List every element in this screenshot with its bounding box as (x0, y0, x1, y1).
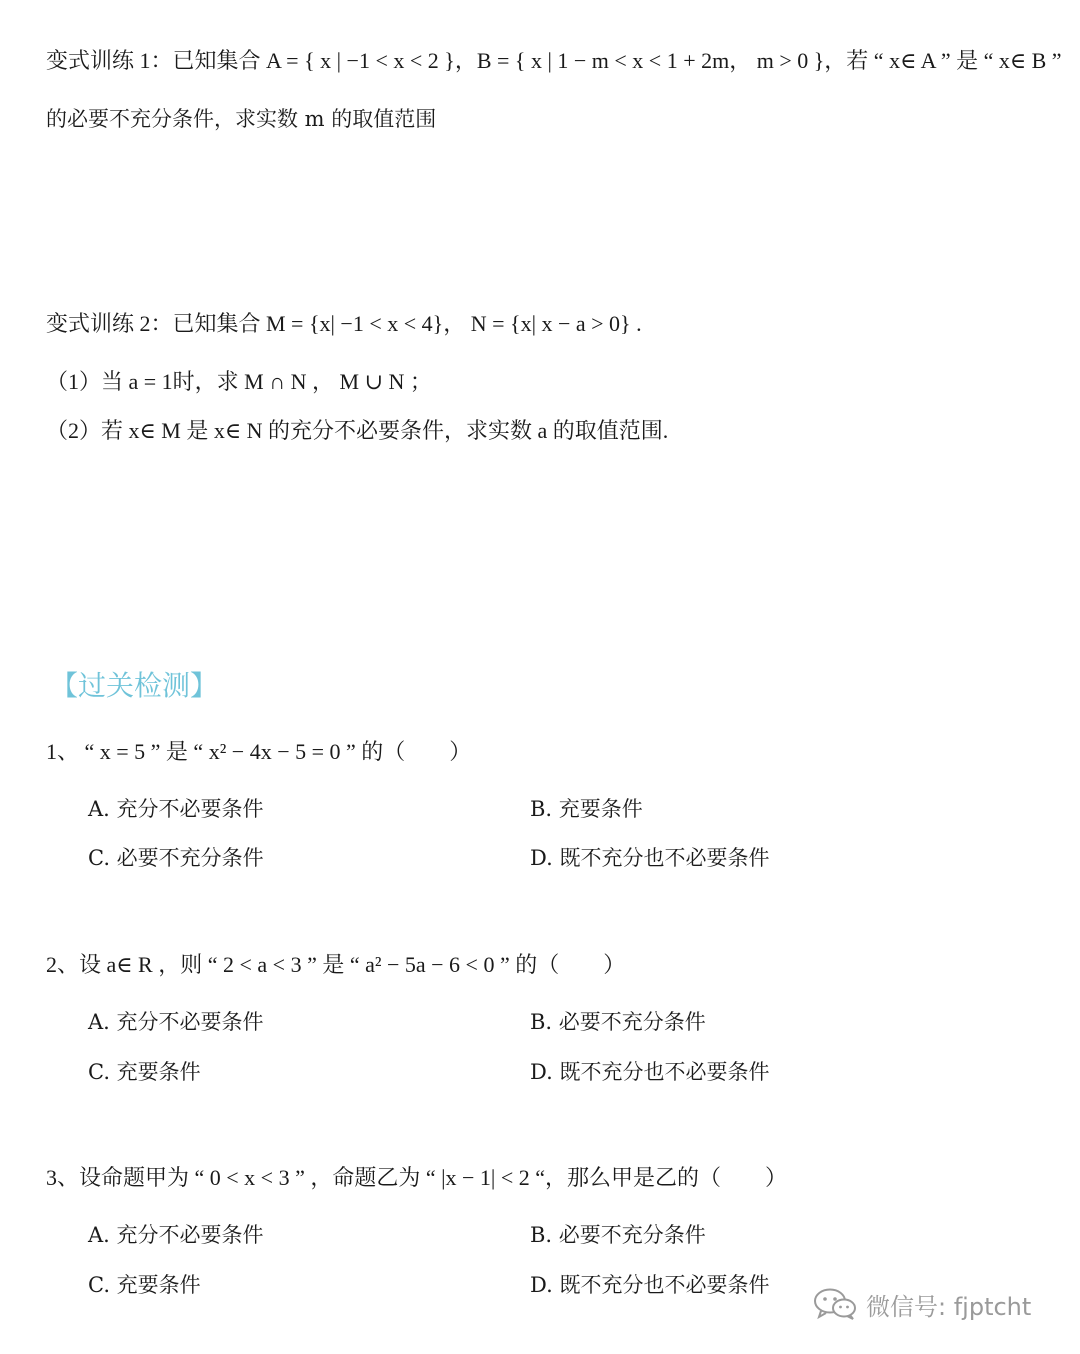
question-3-option-c: C. 充要条件 (88, 1273, 201, 1297)
question-2-stem: 2、设 a∈ R ，则 “ 2 < a < 3 ” 是 “ a² − 5a − 6 < 0 ” 的（ ） (46, 952, 626, 977)
question-1-stem: 1、 “ x = 5 ” 是 “ x² − 4x − 5 = 0 ” 的（ ） (46, 739, 472, 764)
question-1-option-a: A. 充分不必要条件 (88, 797, 264, 821)
wechat-icon (812, 1287, 858, 1321)
question-1-option-b: B. 充要条件 (530, 797, 643, 821)
question-2-option-c: C. 充要条件 (88, 1060, 201, 1084)
variant1-line1: 变式训练 1：已知集合 A = { x | −1 < x < 2 }，B = { x | 1 − m < x < 1 + 2m， m > 0 }，若 “ x∈ A ” 是 “ x∈ B ” (46, 48, 1062, 73)
question-1-option-c: C. 必要不充分条件 (88, 846, 264, 870)
question-3-option-d: D. 既不充分也不必要条件 (530, 1273, 770, 1297)
section-title: 【过关检测】 (50, 669, 219, 702)
wechat-watermark (812, 1284, 1052, 1324)
question-2-option-d: D. 既不充分也不必要条件 (530, 1060, 770, 1084)
variant2-part1: （1）当 a = 1时，求 M ∩ N ， M ∪ N ； (46, 369, 432, 394)
watermark-text: 微信号: fjptcht (866, 1292, 1032, 1321)
question-2-option-a: A. 充分不必要条件 (88, 1010, 264, 1034)
question-3-option-b: B. 必要不充分条件 (530, 1223, 706, 1247)
question-3-option-a: A. 充分不必要条件 (88, 1223, 264, 1247)
variant1-line2: 的必要不充分条件，求实数 m 的取值范围 (46, 107, 437, 131)
question-1-option-d: D. 既不充分也不必要条件 (530, 846, 770, 870)
question-3-stem: 3、设命题甲为 “ 0 < x < 3 ” ，命题乙为 “ |x − 1| < 2 “，那么甲是乙的（ ） (46, 1165, 787, 1190)
variant2-part2: （2）若 x∈ M 是 x∈ N 的充分不必要条件，求实数 a 的取值范围. (46, 418, 669, 443)
question-2-option-b: B. 必要不充分条件 (530, 1010, 706, 1034)
variant2-line1: 变式训练 2：已知集合 M = {x| −1 < x < 4}， N = {x| x − a > 0} . (46, 311, 642, 336)
